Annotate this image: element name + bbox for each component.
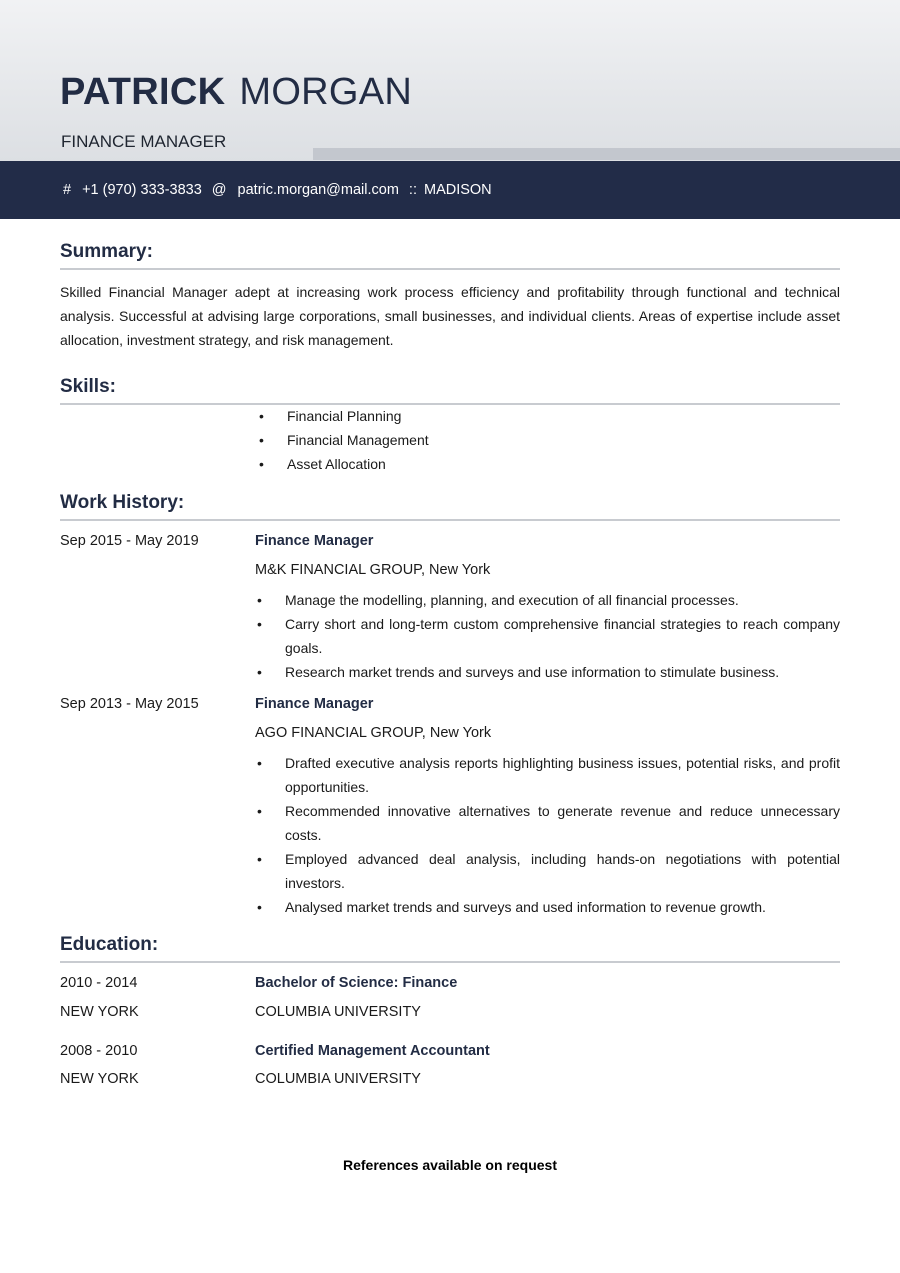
location-icon: :: [408,182,417,198]
education-heading: Education: [60,934,159,955]
job-bullet: • Manage the modelling, planning, and execution of all financial processes. [255,588,840,612]
education-dates: 2010 - 2014 [60,975,138,991]
job-bullet: • Employed advanced deal analysis, including hands-on negotiations with potential investors. [255,847,840,895]
job-company: M&K FINANCIAL GROUP, New York [255,562,491,578]
education-dates: 2008 - 2010 [60,1043,138,1059]
last-name: MORGAN [239,71,413,113]
summary-divider [60,268,840,270]
job-title-entry: Finance Manager [255,533,374,549]
work-history-divider [60,519,840,521]
phone-number: +1 (970) 333-3833 [82,182,202,198]
summary-text: Skilled Financial Manager adept at increasing work process efficiency and profitability through functional and technical analysis. Successful at advising large corporations, small businesses, and individual clients. Areas of expertise include asset allocation, investment strategy, and risk management. [60,284,840,348]
work-history-heading: Work History: [60,492,185,513]
email-address: patric.morgan@mail.com [237,182,399,198]
summary-heading: Summary: [60,241,153,262]
job-bullet: • Analysed market trends and surveys and used information to revenue growth. [255,895,840,919]
header-accent-bar [313,148,900,160]
email-icon: @ [211,182,227,198]
job-bullet: • Recommended innovative alternatives to generate revenue and reduce unnecessary costs. [255,799,840,847]
candidate-name [60,72,412,112]
first-name: PATRICK [60,71,226,113]
job-title-entry: Finance Manager [255,696,374,712]
job-bullet: • Carry short and long-term custom comprehensive financial strategies to reach company goals. [255,612,840,660]
job-dates: Sep 2015 - May 2019 [60,533,199,549]
education-divider [60,961,840,963]
education-degree: Bachelor of Science: Finance [255,975,458,991]
skill-item: • Asset Allocation [257,452,657,476]
education-location: NEW YORK [60,1071,139,1087]
job-dates: Sep 2013 - May 2015 [60,696,199,712]
location: MADISON [423,182,492,198]
education-school: COLUMBIA UNIVERSITY [255,1071,421,1087]
job-bullet: • Drafted executive analysis reports highlighting business issues, potential risks, and profit opportunities. [255,751,840,799]
job-bullets [255,751,840,919]
education-school: COLUMBIA UNIVERSITY [255,1004,421,1020]
phone-icon: # [63,182,72,198]
education-location: NEW YORK [60,1004,139,1020]
contact-bar [0,161,900,219]
skill-item: • Financial Management [257,428,657,452]
education-degree: Certified Management Accountant [255,1043,490,1059]
skills-list [257,404,657,476]
references-note: References available on request [343,1157,557,1173]
job-bullet: • Research market trends and surveys and use information to stimulate business. [255,660,840,684]
job-title: FINANCE MANAGER [61,132,227,151]
job-company: AGO FINANCIAL GROUP, New York [255,725,492,741]
skill-item: • Financial Planning [257,404,657,428]
job-bullets [255,588,840,684]
skills-heading: Skills: [60,376,116,397]
